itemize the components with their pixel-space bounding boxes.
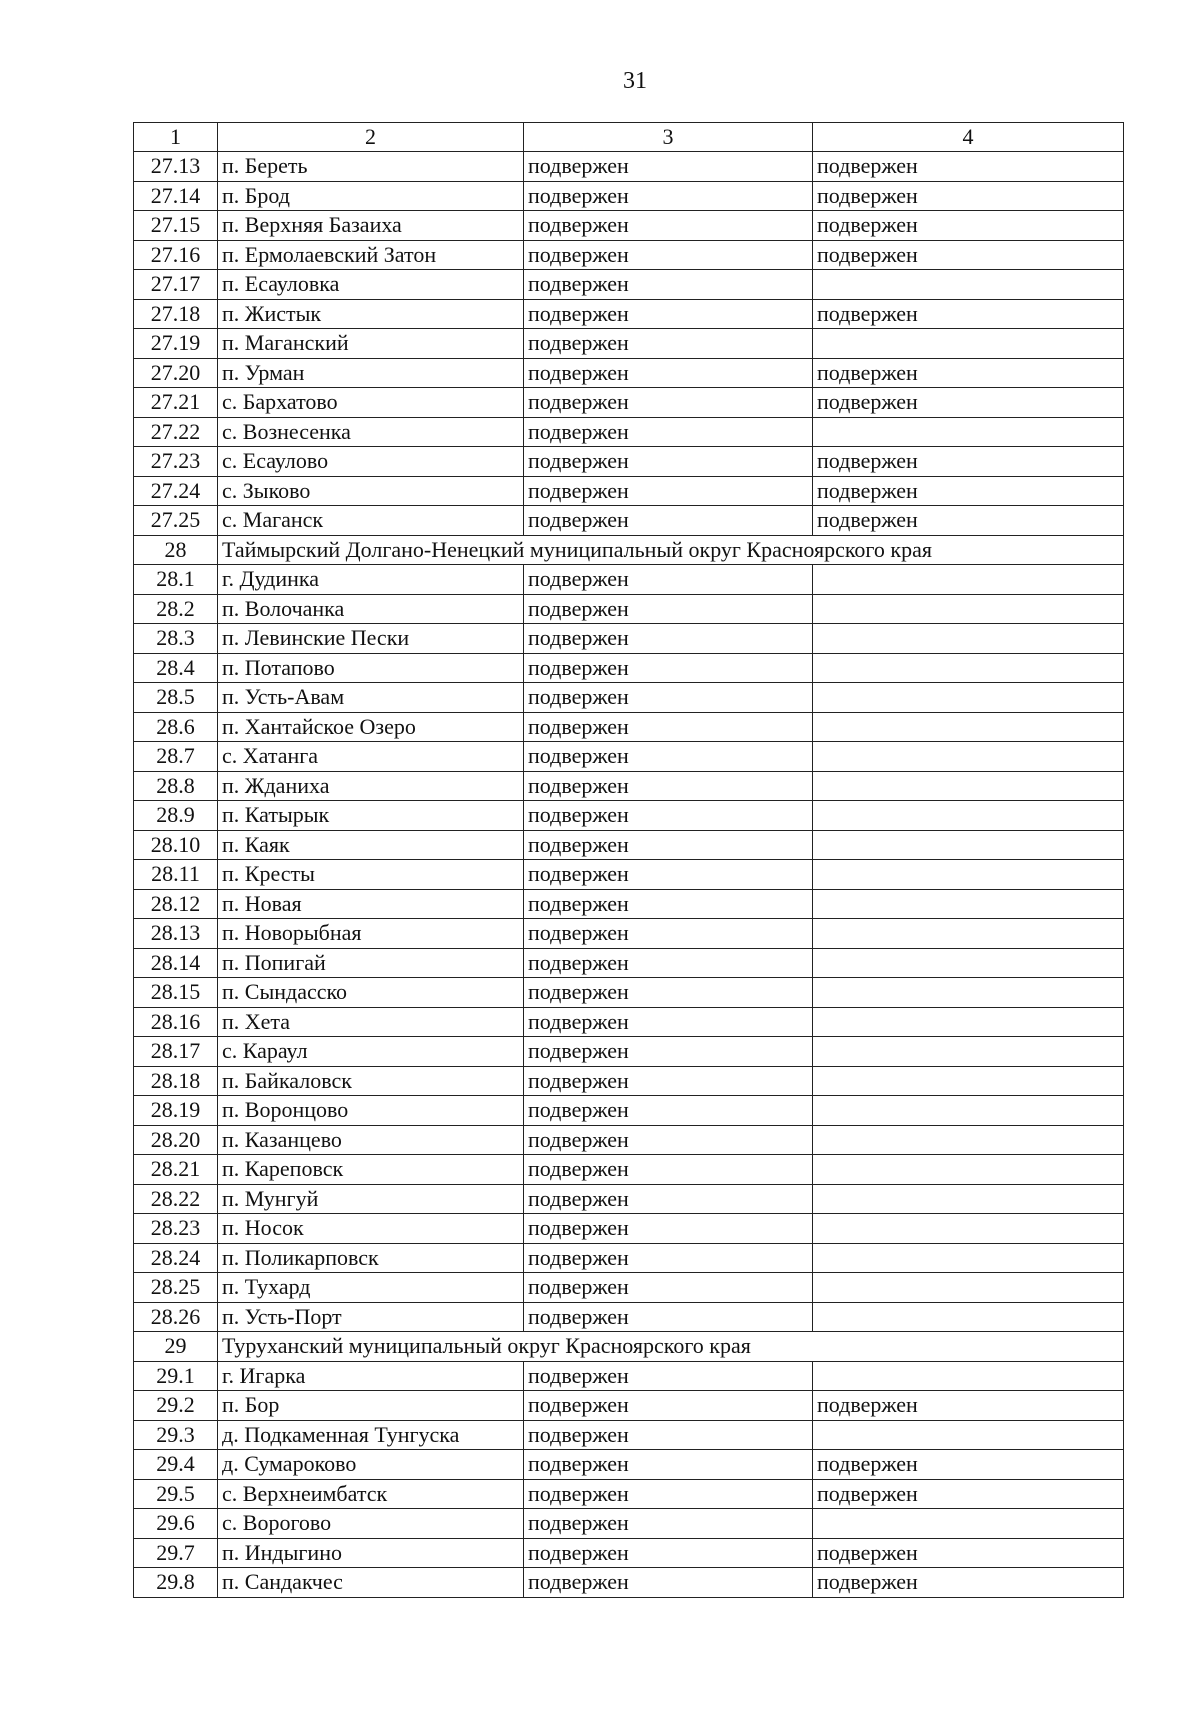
table-row — [134, 152, 1124, 182]
table-row — [134, 1391, 1124, 1421]
row-number: 27.16 — [134, 240, 218, 270]
settlement-name: п. Верхняя Базаиха — [218, 211, 524, 241]
table-row — [134, 594, 1124, 624]
row-number: 27.20 — [134, 358, 218, 388]
row-number: 28.21 — [134, 1155, 218, 1185]
row-number: 28.20 — [134, 1125, 218, 1155]
row-number: 29.8 — [134, 1568, 218, 1598]
row-number: 28.1 — [134, 565, 218, 595]
settlement-name: п. Каяк — [218, 830, 524, 860]
settlement-name: п. Бор — [218, 1391, 524, 1421]
table-row — [134, 683, 1124, 713]
table-row — [134, 1096, 1124, 1126]
row-number: 28.12 — [134, 889, 218, 919]
table-body — [134, 152, 1124, 1598]
column-3-value: подвержен — [524, 948, 813, 978]
column-3-value: подвержен — [524, 299, 813, 329]
settlement-name: п. Мунгуй — [218, 1184, 524, 1214]
column-4-value — [813, 712, 1124, 742]
row-number: 28.24 — [134, 1243, 218, 1273]
row-number: 28.2 — [134, 594, 218, 624]
settlement-name: д. Сумароково — [218, 1450, 524, 1480]
row-number: 28.17 — [134, 1037, 218, 1067]
row-number: 27.23 — [134, 447, 218, 477]
column-4-value — [813, 889, 1124, 919]
table-row — [134, 447, 1124, 477]
settlement-name: п. Береть — [218, 152, 524, 182]
table-row — [134, 1450, 1124, 1480]
table-row — [134, 1361, 1124, 1391]
table-row — [134, 624, 1124, 654]
column-3-value: подвержен — [524, 889, 813, 919]
table-row — [134, 948, 1124, 978]
column-4-value — [813, 860, 1124, 890]
table-row — [134, 1479, 1124, 1509]
column-3-value: подвержен — [524, 240, 813, 270]
settlement-name: п. Кареповск — [218, 1155, 524, 1185]
row-number: 27.21 — [134, 388, 218, 418]
table-row — [134, 1568, 1124, 1598]
settlement-name: п. Урман — [218, 358, 524, 388]
column-4-value — [813, 653, 1124, 683]
column-3-value: подвержен — [524, 388, 813, 418]
table-row — [134, 476, 1124, 506]
column-4-value: подвержен — [813, 299, 1124, 329]
column-3-value: подвержен — [524, 270, 813, 300]
column-4-value — [813, 919, 1124, 949]
table-row — [134, 329, 1124, 359]
column-3-value: подвержен — [524, 1243, 813, 1273]
column-4-value: подвержен — [813, 240, 1124, 270]
column-3-value: подвержен — [524, 1479, 813, 1509]
column-4-value — [813, 978, 1124, 1008]
column-4-value: подвержен — [813, 447, 1124, 477]
settlement-name: г. Дудинка — [218, 565, 524, 595]
column-4-value — [813, 948, 1124, 978]
column-3-value: подвержен — [524, 624, 813, 654]
settlement-name: п. Новорыбная — [218, 919, 524, 949]
column-4-value: подвержен — [813, 1568, 1124, 1598]
column-4-value: подвержен — [813, 1479, 1124, 1509]
table-row — [134, 860, 1124, 890]
table-row — [134, 1037, 1124, 1067]
table-row — [134, 358, 1124, 388]
column-4-value — [813, 1509, 1124, 1539]
column-4-value — [813, 1273, 1124, 1303]
column-3-value: подвержен — [524, 1361, 813, 1391]
column-3-value: подвержен — [524, 1184, 813, 1214]
column-3-value: подвержен — [524, 683, 813, 713]
table-row — [134, 299, 1124, 329]
column-3-value: подвержен — [524, 447, 813, 477]
header-cell-2: 2 — [218, 123, 524, 152]
table-row — [134, 801, 1124, 831]
settlements-table — [133, 122, 1124, 1598]
column-4-value — [813, 1007, 1124, 1037]
column-4-value — [813, 565, 1124, 595]
table-row — [134, 1214, 1124, 1244]
page-number: 31 — [623, 68, 647, 94]
settlement-name: с. Хатанга — [218, 742, 524, 772]
settlement-name: с. Ворогово — [218, 1509, 524, 1539]
row-number: 27.25 — [134, 506, 218, 536]
table-row — [134, 506, 1124, 536]
column-3-value: подвержен — [524, 1037, 813, 1067]
column-3-value: подвержен — [524, 1420, 813, 1450]
table-row — [134, 978, 1124, 1008]
column-4-value — [813, 683, 1124, 713]
settlement-name: п. Новая — [218, 889, 524, 919]
column-4-value — [813, 1066, 1124, 1096]
column-3-value: подвержен — [524, 830, 813, 860]
column-3-value: подвержен — [524, 476, 813, 506]
settlement-name: п. Сындасско — [218, 978, 524, 1008]
column-4-value: подвержен — [813, 358, 1124, 388]
column-3-value: подвержен — [524, 978, 813, 1008]
row-number: 28.8 — [134, 771, 218, 801]
column-4-value — [813, 1214, 1124, 1244]
row-number: 28.15 — [134, 978, 218, 1008]
header-cell-1: 1 — [134, 123, 218, 152]
table-header-row — [134, 123, 1124, 152]
row-number: 29.1 — [134, 1361, 218, 1391]
row-number: 29.3 — [134, 1420, 218, 1450]
settlement-name: п. Брод — [218, 181, 524, 211]
column-4-value — [813, 1155, 1124, 1185]
table-row — [134, 565, 1124, 595]
column-4-value — [813, 1361, 1124, 1391]
row-number: 28.22 — [134, 1184, 218, 1214]
column-4-value — [813, 1243, 1124, 1273]
header-cell-3: 3 — [524, 123, 813, 152]
table-row — [134, 388, 1124, 418]
table-row — [134, 771, 1124, 801]
row-number: 27.19 — [134, 329, 218, 359]
settlement-name: п. Усть-Авам — [218, 683, 524, 713]
table-row — [134, 1007, 1124, 1037]
table-row — [134, 417, 1124, 447]
column-3-value: подвержен — [524, 653, 813, 683]
column-4-value — [813, 1096, 1124, 1126]
row-number: 27.18 — [134, 299, 218, 329]
row-number: 28.16 — [134, 1007, 218, 1037]
settlement-name: п. Казанцево — [218, 1125, 524, 1155]
settlement-name: с. Верхнеимбатск — [218, 1479, 524, 1509]
column-4-value — [813, 270, 1124, 300]
column-3-value: подвержен — [524, 152, 813, 182]
settlement-name: п. Потапово — [218, 653, 524, 683]
column-3-value: подвержен — [524, 1155, 813, 1185]
row-number: 29.4 — [134, 1450, 218, 1480]
table-row — [134, 1155, 1124, 1185]
column-3-value: подвержен — [524, 594, 813, 624]
settlement-name: д. Подкаменная Тунгуска — [218, 1420, 524, 1450]
column-3-value: подвержен — [524, 417, 813, 447]
table-row — [134, 1420, 1124, 1450]
settlement-name: п. Тухард — [218, 1273, 524, 1303]
column-4-value — [813, 801, 1124, 831]
column-3-value: подвержен — [524, 1066, 813, 1096]
column-4-value: подвержен — [813, 506, 1124, 536]
table-row — [134, 742, 1124, 772]
row-number: 27.15 — [134, 211, 218, 241]
column-4-value: подвержен — [813, 211, 1124, 241]
table-row — [134, 211, 1124, 241]
section-row — [134, 1332, 1124, 1362]
table-row — [134, 1302, 1124, 1332]
column-4-value — [813, 1184, 1124, 1214]
row-number: 28.6 — [134, 712, 218, 742]
row-number: 27.14 — [134, 181, 218, 211]
column-4-value — [813, 1125, 1124, 1155]
table-row — [134, 830, 1124, 860]
settlement-name: п. Ермолаевский Затон — [218, 240, 524, 270]
column-4-value: подвержен — [813, 152, 1124, 182]
settlement-name: п. Поликарповск — [218, 1243, 524, 1273]
header-cell-4: 4 — [813, 123, 1124, 152]
column-3-value: подвержен — [524, 771, 813, 801]
table-row — [134, 1184, 1124, 1214]
column-4-value — [813, 830, 1124, 860]
settlement-name: п. Волочанка — [218, 594, 524, 624]
table-row — [134, 1243, 1124, 1273]
column-4-value: подвержен — [813, 476, 1124, 506]
column-4-value: подвержен — [813, 181, 1124, 211]
settlement-name: с. Маганск — [218, 506, 524, 536]
row-number: 27.13 — [134, 152, 218, 182]
column-3-value: подвержен — [524, 1125, 813, 1155]
settlement-name: п. Жданиха — [218, 771, 524, 801]
row-number: 28.11 — [134, 860, 218, 890]
column-4-value — [813, 1420, 1124, 1450]
table-row — [134, 1125, 1124, 1155]
column-3-value: подвержен — [524, 1273, 813, 1303]
column-3-value: подвержен — [524, 919, 813, 949]
row-number: 29.6 — [134, 1509, 218, 1539]
settlement-name: с. Зыково — [218, 476, 524, 506]
column-3-value: подвержен — [524, 329, 813, 359]
row-number: 29.5 — [134, 1479, 218, 1509]
settlement-name: г. Игарка — [218, 1361, 524, 1391]
row-number: 27.17 — [134, 270, 218, 300]
column-3-value: подвержен — [524, 801, 813, 831]
column-3-value: подвержен — [524, 712, 813, 742]
settlement-name: п. Есауловка — [218, 270, 524, 300]
table-row — [134, 181, 1124, 211]
column-3-value: подвержен — [524, 1538, 813, 1568]
column-4-value: подвержен — [813, 388, 1124, 418]
settlement-name: с. Караул — [218, 1037, 524, 1067]
row-number: 28.14 — [134, 948, 218, 978]
column-4-value: подвержен — [813, 1450, 1124, 1480]
row-number: 28.23 — [134, 1214, 218, 1244]
row-number: 28.19 — [134, 1096, 218, 1126]
settlement-name: п. Байкаловск — [218, 1066, 524, 1096]
settlement-name: п. Хантайское Озеро — [218, 712, 524, 742]
column-4-value — [813, 624, 1124, 654]
table-row — [134, 240, 1124, 270]
settlement-name: п. Катырык — [218, 801, 524, 831]
section-title: Таймырский Долгано-Ненецкий муниципальный округ Красноярского края — [218, 535, 1124, 565]
row-number: 27.24 — [134, 476, 218, 506]
table-row — [134, 919, 1124, 949]
table-row — [134, 1066, 1124, 1096]
table-row — [134, 270, 1124, 300]
row-number: 28.26 — [134, 1302, 218, 1332]
column-4-value — [813, 742, 1124, 772]
settlement-name: п. Сандакчес — [218, 1568, 524, 1598]
row-number: 27.22 — [134, 417, 218, 447]
row-number: 28.13 — [134, 919, 218, 949]
column-3-value: подвержен — [524, 1007, 813, 1037]
settlement-name: п. Левинские Пески — [218, 624, 524, 654]
settlement-name: п. Кресты — [218, 860, 524, 890]
row-number: 28.7 — [134, 742, 218, 772]
settlement-name: с. Бархатово — [218, 388, 524, 418]
table-row — [134, 653, 1124, 683]
column-3-value: подвержен — [524, 506, 813, 536]
column-4-value — [813, 329, 1124, 359]
column-3-value: подвержен — [524, 1450, 813, 1480]
table-row — [134, 712, 1124, 742]
row-number: 28 — [134, 535, 218, 565]
table-row — [134, 1538, 1124, 1568]
settlement-name: п. Воронцово — [218, 1096, 524, 1126]
settlement-name: п. Попигай — [218, 948, 524, 978]
row-number: 28.9 — [134, 801, 218, 831]
column-3-value: подвержен — [524, 1509, 813, 1539]
settlement-name: п. Индыгино — [218, 1538, 524, 1568]
row-number: 28.25 — [134, 1273, 218, 1303]
column-3-value: подвержен — [524, 181, 813, 211]
column-3-value: подвержен — [524, 211, 813, 241]
column-4-value: подвержен — [813, 1391, 1124, 1421]
settlement-name: п. Маганский — [218, 329, 524, 359]
settlement-name: с. Есаулово — [218, 447, 524, 477]
column-3-value: подвержен — [524, 1214, 813, 1244]
column-3-value: подвержен — [524, 742, 813, 772]
table-row — [134, 1273, 1124, 1303]
column-3-value: подвержен — [524, 1302, 813, 1332]
row-number: 29.2 — [134, 1391, 218, 1421]
row-number: 28.18 — [134, 1066, 218, 1096]
table-row — [134, 889, 1124, 919]
column-4-value: подвержен — [813, 1538, 1124, 1568]
settlement-name: п. Хета — [218, 1007, 524, 1037]
column-3-value: подвержен — [524, 565, 813, 595]
column-4-value — [813, 771, 1124, 801]
column-3-value: подвержен — [524, 1096, 813, 1126]
settlement-name: с. Вознесенка — [218, 417, 524, 447]
column-4-value — [813, 1302, 1124, 1332]
row-number: 28.5 — [134, 683, 218, 713]
settlement-name: п. Носок — [218, 1214, 524, 1244]
row-number: 28.3 — [134, 624, 218, 654]
row-number: 28.4 — [134, 653, 218, 683]
section-title: Туруханский муниципальный округ Красноярского края — [218, 1332, 1124, 1362]
column-4-value — [813, 594, 1124, 624]
column-4-value — [813, 417, 1124, 447]
column-3-value: подвержен — [524, 860, 813, 890]
column-3-value: подвержен — [524, 1568, 813, 1598]
table-row — [134, 1509, 1124, 1539]
section-row — [134, 535, 1124, 565]
row-number: 29.7 — [134, 1538, 218, 1568]
row-number: 29 — [134, 1332, 218, 1362]
settlement-name: п. Усть-Порт — [218, 1302, 524, 1332]
column-4-value — [813, 1037, 1124, 1067]
row-number: 28.10 — [134, 830, 218, 860]
column-3-value: подвержен — [524, 358, 813, 388]
column-3-value: подвержен — [524, 1391, 813, 1421]
settlement-name: п. Жистык — [218, 299, 524, 329]
